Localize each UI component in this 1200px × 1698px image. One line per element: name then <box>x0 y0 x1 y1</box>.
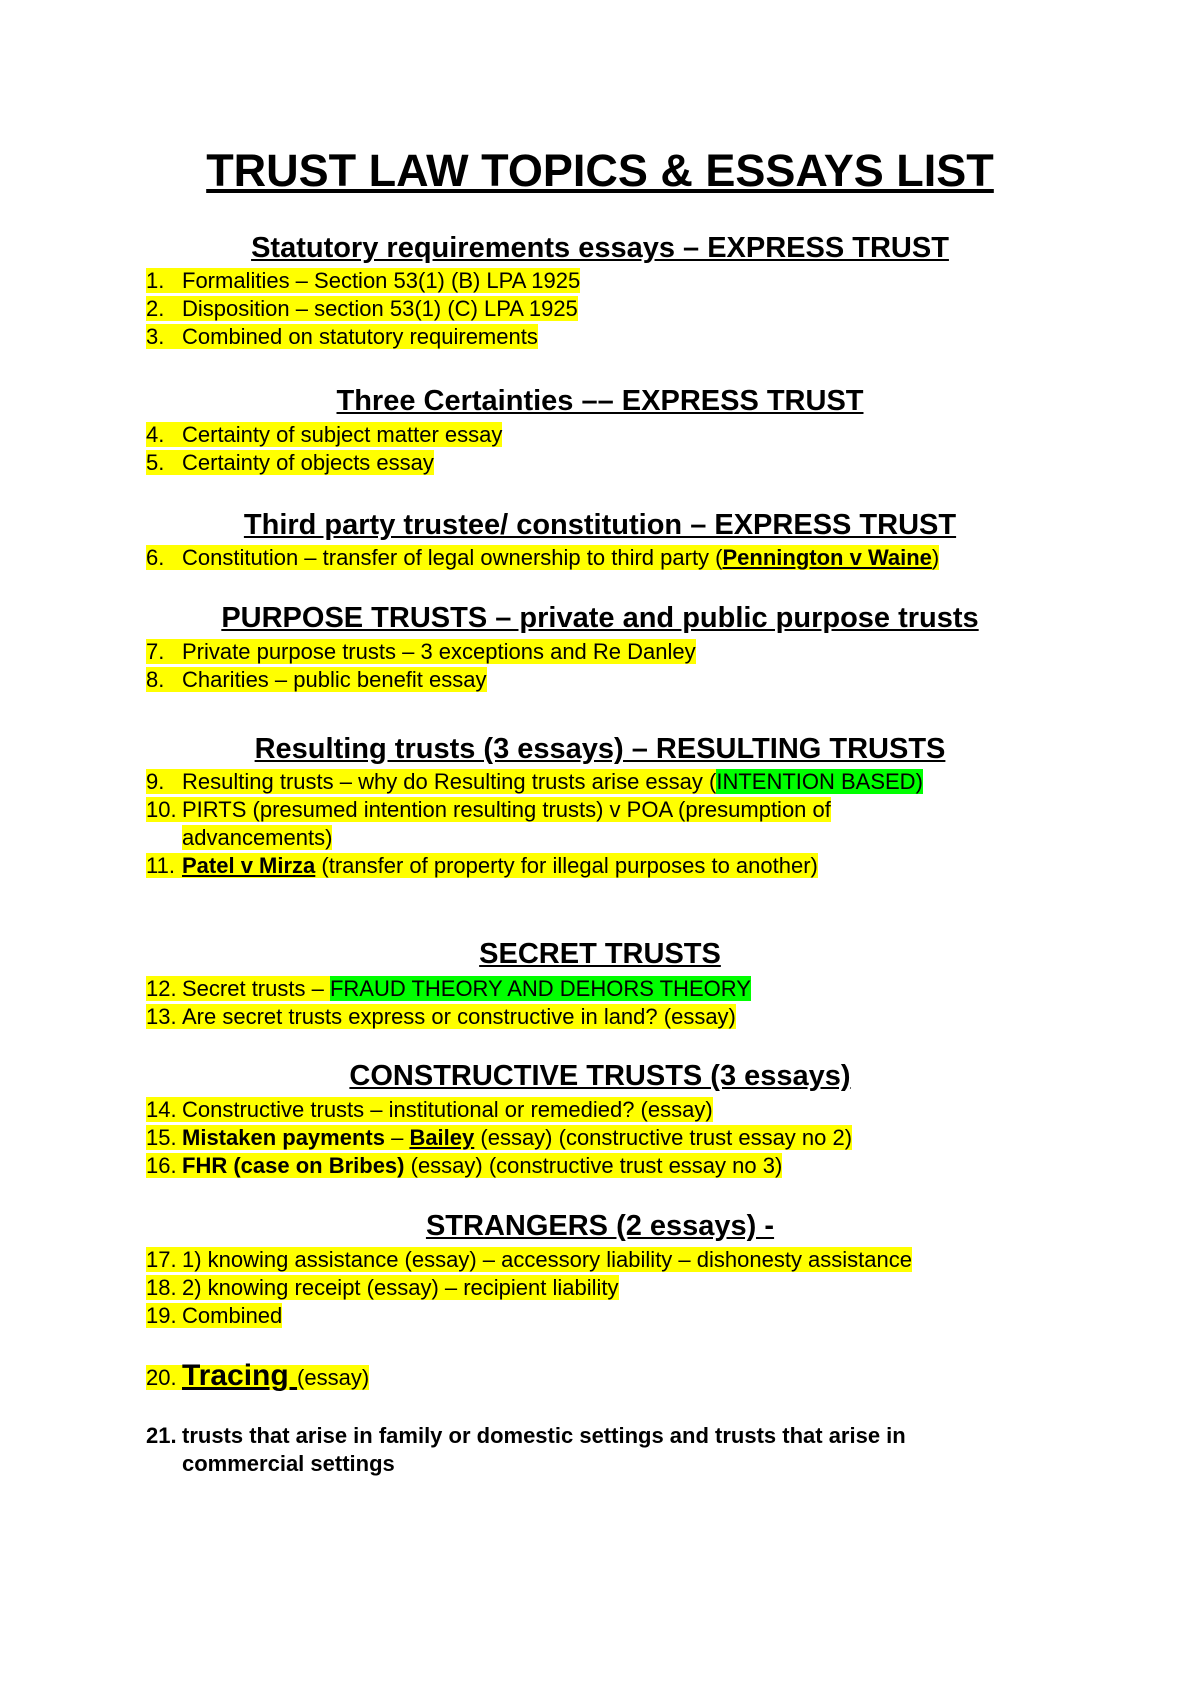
list-item: 5. Certainty of objects essay <box>146 450 434 475</box>
list-item: 1. Formalities – Section 53(1) (B) LPA 1925 <box>146 268 581 293</box>
list-item: 18. 2) knowing receipt (essay) – recipient liability <box>146 1275 619 1300</box>
section-heading-secret: SECRET TRUSTS <box>479 938 721 970</box>
list-item: 20. Tracing (essay) <box>146 1359 370 1392</box>
list-item: 6. Constitution – transfer of legal ownership to third party (Pennington v Waine) <box>146 545 940 570</box>
list-item: 17. 1) knowing assistance (essay) – accessory liability – dishonesty assistance <box>146 1247 912 1272</box>
list-item: 3. Combined on statutory requirements <box>146 324 538 349</box>
green-highlight: FRAUD THEORY AND DEHORS THEORY <box>329 976 751 1001</box>
tracing-label: Tracing <box>182 1359 298 1392</box>
list-item: 8. Charities – public benefit essay <box>146 667 487 692</box>
list-item: 4. Certainty of subject matter essay <box>146 422 503 447</box>
section-heading-certainties: Three Certainties –– EXPRESS TRUST <box>336 385 864 417</box>
section-heading-statutory: Statutory requirements essays – EXPRESS TRUST <box>251 232 949 264</box>
list-item: 21. trusts that arise in family or domestic settings and trusts that arise in commercial settings <box>146 1423 906 1476</box>
section-heading-resulting: Resulting trusts (3 essays) – RESULTING TRUSTS <box>254 733 946 765</box>
list-item: 7. Private purpose trusts – 3 exceptions and Re Danley <box>146 639 696 664</box>
list-item: 19. Combined <box>146 1303 283 1328</box>
list-item: 15. Mistaken payments – Bailey (essay) (constructive trust essay no 2) <box>146 1125 853 1150</box>
section-heading-third-party: Third party trustee/ constitution – EXPRESS TRUST <box>243 509 957 541</box>
list-item: 2. Disposition – section 53(1) (C) LPA 1925 <box>146 296 578 321</box>
list-item: 16. FHR (case on Bribes) (essay) (constructive trust essay no 3) <box>146 1153 783 1178</box>
list-item: 10. PIRTS (presumed intention resulting trusts) v POA (presumption of advancements) <box>146 797 831 850</box>
green-highlight: INTENTION BASED) <box>716 769 923 794</box>
section-heading-constructive: CONSTRUCTIVE TRUSTS (3 essays) <box>349 1060 851 1092</box>
list-item: 14. Constructive trusts – institutional or remedied? (essay) <box>146 1097 713 1122</box>
case-name: Pennington v Waine <box>722 545 932 570</box>
list-item: 9. Resulting trusts – why do Resulting trusts arise essay (INTENTION BASED) <box>146 769 923 794</box>
list-item: 11. Patel v Mirza (transfer of property for illegal purposes to another) <box>146 853 818 878</box>
section-heading-purpose: PURPOSE TRUSTS – private and public purpose trusts <box>221 602 979 634</box>
case-name: Patel v Mirza <box>182 853 316 878</box>
list-item: 13. Are secret trusts express or constructive in land? (essay) <box>146 1004 736 1029</box>
section-heading-strangers: STRANGERS (2 essays) - <box>425 1210 775 1242</box>
case-name: Bailey <box>409 1125 475 1150</box>
page-title: TRUST LAW TOPICS & ESSAYS LIST <box>206 145 994 196</box>
list-item: 12. Secret trusts – FRAUD THEORY AND DEHORS THEORY <box>146 976 751 1001</box>
